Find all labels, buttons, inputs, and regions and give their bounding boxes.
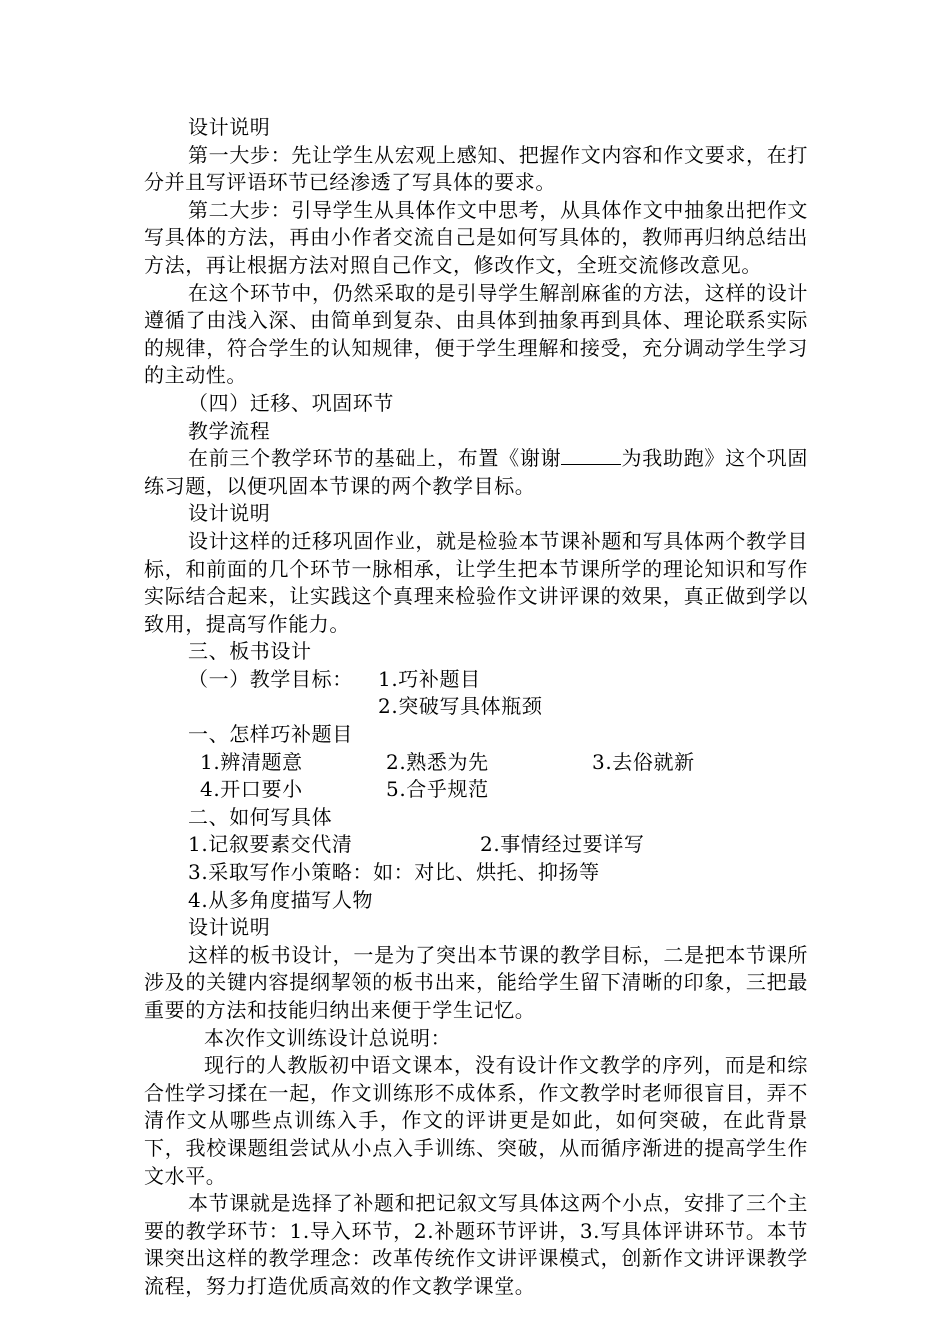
list-item: 1.记叙要素交代清 <box>188 832 353 857</box>
design-note-heading-3: 设计说明 <box>188 915 271 940</box>
teaching-flow-paragraph <box>144 445 808 500</box>
design-note-heading-2: 设计说明 <box>188 501 271 526</box>
board-part-two-row-2 <box>144 859 808 887</box>
step-one-paragraph: 第一大步：先让学生从宏观上感知、把握作文内容和作文要求，在打分并且写评语环节已经渗透了写具体的要求。 <box>144 142 808 195</box>
list-item: 5.合乎规范 <box>386 777 489 802</box>
board-part-two-heading: 二、如何写具体 <box>188 804 333 829</box>
board-design-paragraph: 这样的板书设计，一是为了突出本节课的教学目标，二是把本节课所涉及的关键内容提纲挈领的板书出来，能给学生留下清晰的印象，三把最重要的方法和技能归纳出来便于学生记忆。 <box>144 942 808 1022</box>
design-note-heading-1: 设计说明 <box>188 115 271 139</box>
teaching-goals-label: （一）教学目标： <box>188 666 353 691</box>
flow-text-before: 在前三个教学环节的基础上，布置《谢谢 <box>188 446 562 471</box>
method-paragraph: 在这个环节中，仍然采取的是引导学生解剖麻雀的方法，这样的设计遵循了由浅入深、由简单到复杂、由具体到抽象再到具体、理论联系实际的规律，符合学生的认知规律，便于学生理解和接受，充分调动学生学习的主动性。 <box>144 280 808 388</box>
teaching-flow-heading: 教学流程 <box>188 418 271 443</box>
document-page <box>144 114 808 1301</box>
goal-item-1: 1.巧补题目 <box>378 666 481 691</box>
board-design-heading: 三、板书设计 <box>188 639 312 664</box>
summary-heading: 本次作文训练设计总说明： <box>204 1025 452 1050</box>
list-item: 4.开口要小 <box>200 777 303 802</box>
goal-item-2: 2.突破写具体瓶颈 <box>378 694 543 719</box>
board-part-one-row-1 <box>144 749 808 777</box>
list-item: 3.去俗就新 <box>592 749 695 774</box>
fill-in-blank <box>561 446 621 465</box>
summary-paragraph-2: 本节课就是选择了补题和把记叙文写具体这两个小点，安排了三个主要的教学环节：1.导入环节，2.补题环节评讲，3.写具体评讲环节。本节课突出这样的教学理念：改革传统作文讲评课模式，创新作文讲评课教学流程，努力打造优质高效的作文教学课堂。 <box>144 1191 808 1298</box>
summary-paragraph-1: 现行的人教版初中语文课本，没有设计作文教学的序列，而是和综合性学习揉在一起，作文训练形不成体系，作文教学时老师很盲目，弄不清作文从哪些点训练入手，作文的评讲更是如此，如何突破，在此背景下，我校课题组尝试从小点入手训练、突破，从而循序渐进的提高学生作文水平。 <box>144 1053 808 1188</box>
list-item: 3.采取写作小策略：如：对比、烘托、抑扬等 <box>188 860 600 885</box>
board-part-one-row-2 <box>144 776 808 804</box>
list-item: 1.辨清题意 <box>200 749 303 774</box>
list-item: 4.从多角度描写人物 <box>188 887 374 912</box>
teaching-goals-row-2 <box>144 693 808 721</box>
step-two-paragraph: 第二大步：引导学生从具体作文中思考，从具体作文中抽象出把作文写具体的方法，再由小作者交流自己是如何写具体的，教师再归纳总结出方法，再让根据方法对照自己作文，修改作文，全班交流修改意见。 <box>144 197 808 277</box>
transfer-design-paragraph: 设计这样的迁移巩固作业，就是检验本节课补题和写具体两个教学目标，和前面的几个环节一脉相承，让学生把本节课所学的理论知识和写作实际结合起来，让实践这个真理来检验作文讲评课的效果，真正做到学以致用，提高写作能力。 <box>144 528 808 636</box>
list-item: 2.事情经过要详写 <box>480 832 645 857</box>
board-part-one-heading: 一、怎样巧补题目 <box>188 722 353 747</box>
board-part-two-row-1 <box>144 831 808 859</box>
board-part-two-row-3 <box>144 887 808 915</box>
transfer-section-heading: （四）迁移、巩固环节 <box>188 390 394 415</box>
list-item: 2.熟悉为先 <box>386 749 489 774</box>
teaching-goals-row <box>144 666 808 694</box>
flow-text-after: 为我助跑》这个巩固练习题，以便巩固本节课的两个教学目标。 <box>144 446 808 498</box>
